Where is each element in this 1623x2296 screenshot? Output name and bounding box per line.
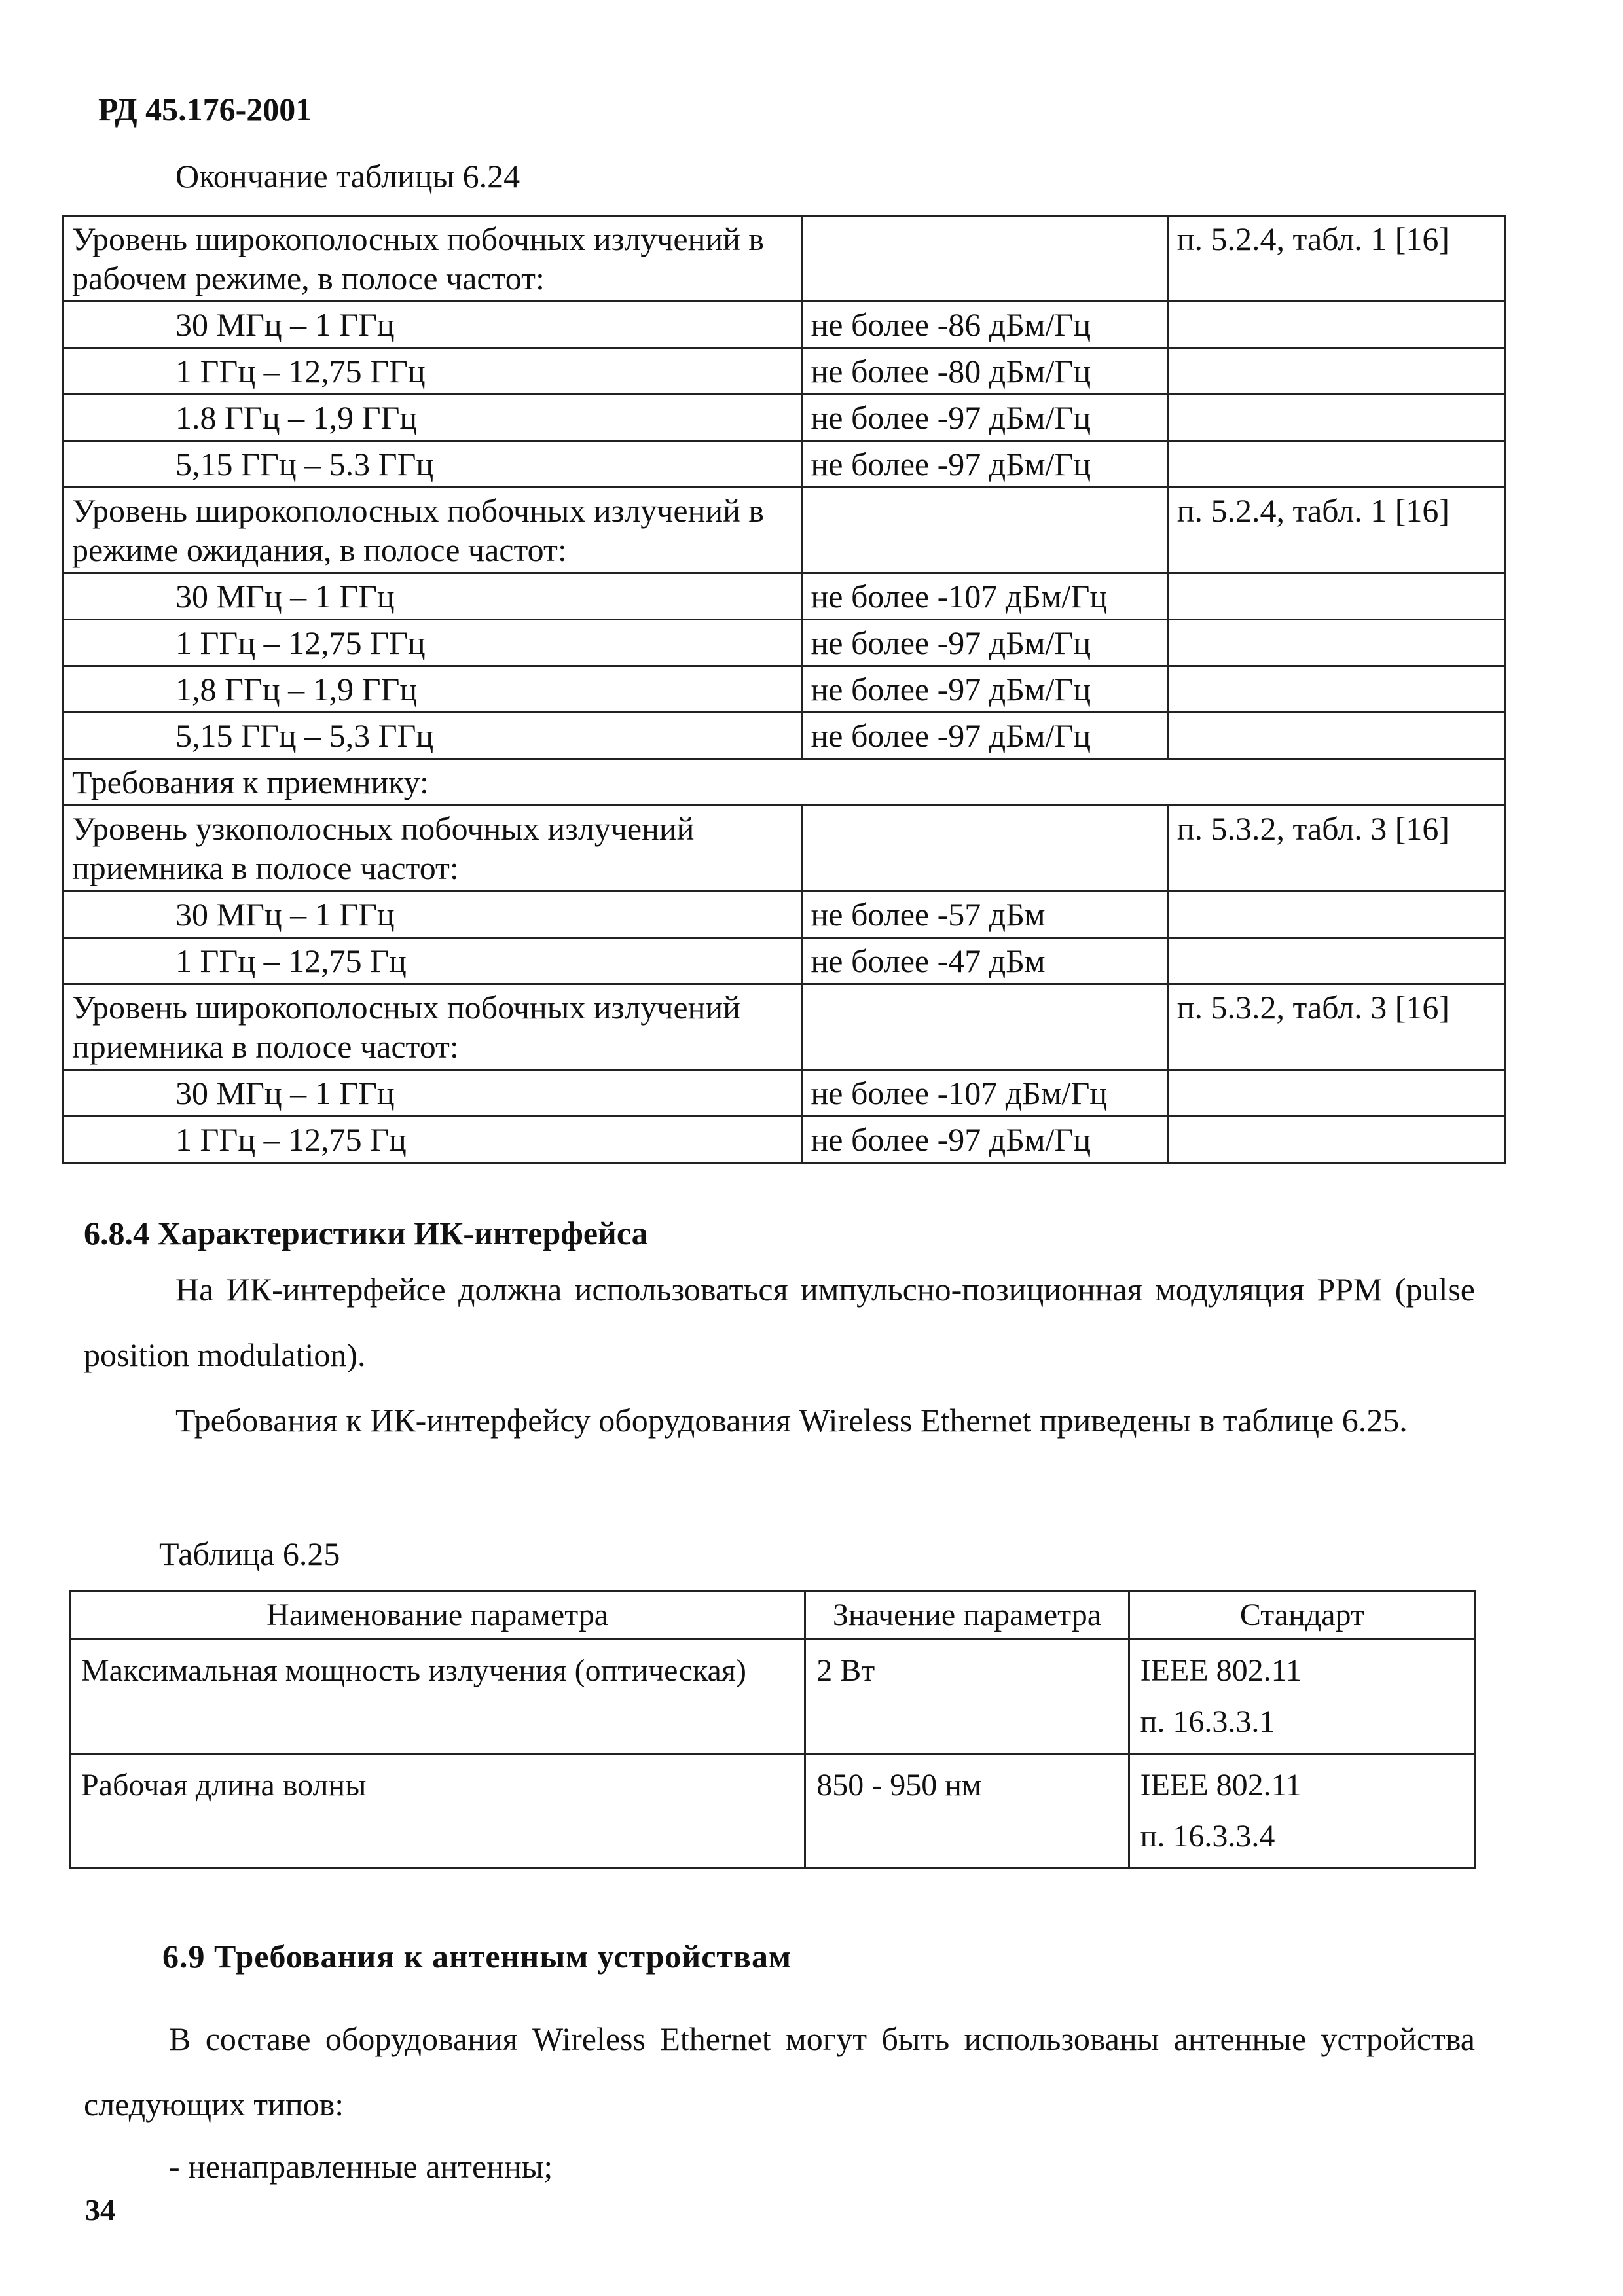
group-title: Уровень широкополосных побочных излучений в режиме ожидания, в полосе частот:: [64, 488, 803, 573]
standard-name: IEEE 802.11: [1140, 1768, 1302, 1803]
table-row: [64, 302, 1505, 348]
table-row: [64, 348, 1505, 395]
freq-range: 5,15 ГГц – 5.3 ГГц: [64, 441, 803, 488]
section-6-9-heading: 6.9 Требования к антенным устройствам: [162, 1938, 792, 1975]
table-row: [70, 1640, 1476, 1754]
limit-value: не более -97 дБм/Гц: [802, 1117, 1168, 1163]
group-reference: п. 5.3.2, табл. 3 [16]: [1168, 984, 1504, 1070]
list-item: - ненаправленные антенны;: [169, 2148, 553, 2185]
table-6-24: [62, 215, 1506, 1164]
freq-range: 1 ГГц – 12,75 Гц: [64, 1117, 803, 1163]
table-row: [64, 891, 1505, 938]
column-header: Стандарт: [1129, 1592, 1475, 1640]
standard-clause: п. 16.3.3.1: [1140, 1704, 1275, 1739]
parameter-name: Максимальная мощность излучения (оптическая): [70, 1640, 805, 1754]
receiver-requirements-header: Требования к приемнику:: [64, 759, 1505, 806]
table-row: [64, 216, 1505, 302]
limit-value: не более -107 дБм/Гц: [802, 1070, 1168, 1117]
limit-value: не более -97 дБм/Гц: [802, 666, 1168, 713]
standard-cell: [1129, 1754, 1475, 1869]
group-title: Уровень широкополосных побочных излучений приемника в полосе частот:: [64, 984, 803, 1070]
group-title: Уровень узкополосных побочных излучений приемника в полосе частот:: [64, 806, 803, 891]
freq-range: 1 ГГц – 12,75 Гц: [64, 938, 803, 984]
table-6-25-caption: Таблица 6.25: [159, 1535, 340, 1572]
column-header: Значение параметра: [805, 1592, 1129, 1640]
freq-range: 1 ГГц – 12,75 ГГц: [64, 348, 803, 395]
limit-value: не более -57 дБм: [802, 891, 1168, 938]
section-6-8-4-paragraph-2: Требования к ИК-интерфейсу оборудования Wireless Ethernet приведены в таблице 6.25.: [175, 1402, 1408, 1439]
limit-value: не более -97 дБм/Гц: [802, 441, 1168, 488]
group-title: Уровень широкополосных побочных излучений в рабочем режиме, в полосе частот:: [64, 216, 803, 302]
document-code: РД 45.176-2001: [98, 91, 312, 128]
table-row: [64, 1070, 1505, 1117]
group-reference: п. 5.2.4, табл. 1 [16]: [1168, 216, 1504, 302]
table-6-24-caption: Окончание таблицы 6.24: [175, 158, 520, 194]
limit-value: не более -97 дБм/Гц: [802, 620, 1168, 666]
group-reference: п. 5.2.4, табл. 1 [16]: [1168, 488, 1504, 573]
limit-value: не более -80 дБм/Гц: [802, 348, 1168, 395]
freq-range: 30 МГц – 1 ГГц: [64, 891, 803, 938]
table-row: [64, 806, 1505, 891]
limit-value: не более -107 дБм/Гц: [802, 573, 1168, 620]
section-6-8-4-paragraph-1: На ИК-интерфейсе должна использоваться импульсно-позиционная модуляция PPM (pulse position modulation).: [84, 1271, 1475, 1373]
table-row: [64, 984, 1505, 1070]
parameter-value: 2 Вт: [805, 1640, 1129, 1754]
limit-value: не более -86 дБм/Гц: [802, 302, 1168, 348]
freq-range: 5,15 ГГц – 5,3 ГГц: [64, 713, 803, 759]
freq-range: 1,8 ГГц – 1,9 ГГц: [64, 666, 803, 713]
table-header-row: [70, 1592, 1476, 1640]
freq-range: 30 МГц – 1 ГГц: [64, 302, 803, 348]
page-number: 34: [85, 2193, 115, 2227]
freq-range: 30 МГц – 1 ГГц: [64, 573, 803, 620]
table-row: [64, 666, 1505, 713]
standard-name: IEEE 802.11: [1140, 1653, 1302, 1688]
parameter-name: Рабочая длина волны: [70, 1754, 805, 1869]
table-6-25: [69, 1590, 1476, 1869]
limit-value: не более -97 дБм/Гц: [802, 395, 1168, 441]
parameter-value: 850 - 950 нм: [805, 1754, 1129, 1869]
table-row: [70, 1754, 1476, 1869]
table-row: [64, 1117, 1505, 1163]
limit-value: не более -97 дБм/Гц: [802, 713, 1168, 759]
section-6-9-paragraph: В составе оборудования Wireless Ethernet могут быть использованы антенные устройства следующих типов:: [84, 2020, 1475, 2123]
column-header: Наименование параметра: [70, 1592, 805, 1640]
table-row: [64, 395, 1505, 441]
freq-range: 30 МГц – 1 ГГц: [64, 1070, 803, 1117]
table-row: [64, 759, 1505, 806]
table-row: [64, 938, 1505, 984]
section-6-8-4-heading: 6.8.4 Характеристики ИК-интерфейса: [84, 1215, 648, 1251]
table-row: [64, 573, 1505, 620]
freq-range: 1 ГГц – 12,75 ГГц: [64, 620, 803, 666]
table-row: [64, 441, 1505, 488]
freq-range: 1.8 ГГц – 1,9 ГГц: [64, 395, 803, 441]
table-row: [64, 713, 1505, 759]
standard-clause: п. 16.3.3.4: [1140, 1819, 1275, 1854]
group-reference: п. 5.3.2, табл. 3 [16]: [1168, 806, 1504, 891]
limit-value: не более -47 дБм: [802, 938, 1168, 984]
table-row: [64, 620, 1505, 666]
standard-cell: [1129, 1640, 1475, 1754]
table-row: [64, 488, 1505, 573]
